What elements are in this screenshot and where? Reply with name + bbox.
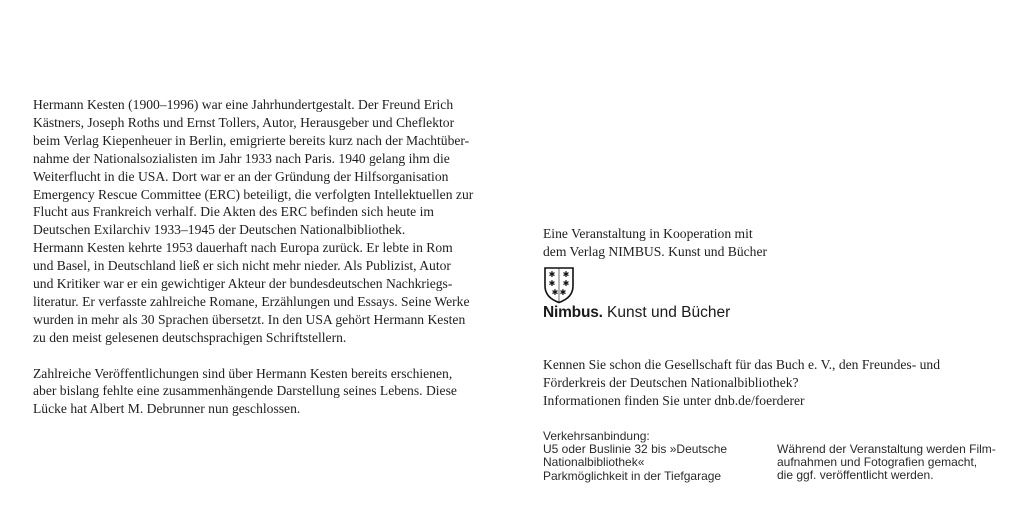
- bio-line: Flucht aus Frankreich verhalf. Die Akten des ERC befinden sich heute im: [33, 204, 434, 220]
- bio-line: aber bislang fehlte eine zusammenhängende Darstellung seines Lebens. Diese: [33, 383, 457, 399]
- bio-line: literatur. Er verfasste zahlreiche Romane, Erzählungen und Essays. Seine Werke: [33, 293, 470, 309]
- nimbus-name-bold: Nimbus.: [543, 304, 603, 321]
- nimbus-logo: [543, 266, 803, 326]
- bio-line: Lücke hat Albert M. Debrunner nun geschlossen.: [33, 401, 301, 417]
- bio-paragraph-1: [33, 96, 493, 347]
- cooperation-line: dem Verlag NIMBUS. Kunst und Bücher: [543, 243, 768, 259]
- transport-line: U5 oder Buslinie 32 bis »Deutsche: [543, 442, 728, 457]
- bio-line: Hermann Kesten (1900–1996) war eine Jahrhundertgestalt. Der Freund Erich: [33, 97, 454, 112]
- svg-text:✱: ✱: [559, 288, 567, 297]
- svg-text:✱: ✱: [551, 288, 559, 297]
- cooperation-line: Eine Veranstaltung in Kooperation mit: [543, 226, 753, 241]
- bio-line: Deutschen Exilarchiv 1933–1945 der Deutschen Nationalbibliothek.: [33, 222, 406, 238]
- bio-line: Hermann Kesten kehrte 1953 dauerhaft nach Europa zurück. Er lebte in Rom: [33, 240, 453, 256]
- transport-heading: Verkehrsanbindung:: [543, 429, 650, 443]
- paragraph-gap: [33, 347, 493, 365]
- bio-line: und Basel, in Deutschland ließ er sich nicht mehr nieder. Als Publizist, Autor: [33, 258, 451, 274]
- film-notice: [777, 443, 996, 483]
- gesellschaft-note: [543, 356, 940, 410]
- nimbus-wordmark: [543, 304, 730, 322]
- bio-line: Emergency Rescue Committee (ERC) beteiligt, die verfolgten Intellektuellen zur: [33, 186, 474, 202]
- film-notice-line: aufnahmen und Fotografien gemacht,: [777, 455, 978, 470]
- bio-line: Weiterflucht in die USA. Dort war er an der Gründung der Hilfsorganisation: [33, 168, 449, 184]
- svg-text:✱: ✱: [562, 279, 570, 288]
- svg-text:✱: ✱: [548, 279, 556, 288]
- bio-line: zu den meist gelesenen deutschsprachigen Schriftstellern.: [33, 329, 347, 345]
- transport-line: Parkmöglichkeit in der Tiefgarage: [543, 468, 722, 483]
- bio-line: Kästners, Joseph Roths und Ernst Tollers, Autor, Herausgeber und Cheflektor: [33, 114, 455, 130]
- bio-paragraph-2: [33, 365, 493, 419]
- gesellschaft-line: Förderkreis der Deutschen Nationalbibliothek?: [543, 374, 799, 390]
- bio-line: Zahlreiche Veröffentlichungen sind über Hermann Kesten bereits erschienen,: [33, 365, 453, 381]
- svg-text:✱: ✱: [562, 270, 570, 279]
- gesellschaft-link-line: Informationen finden Sie unter dnb.de/foerderer: [543, 392, 805, 408]
- bio-line: nahme der Nationalsozialisten im Jahr 1933 nach Paris. 1940 gelang ihm die: [33, 150, 450, 166]
- film-notice-line: Während der Veranstaltung werden Film-: [777, 442, 996, 456]
- bio-line: und Kritiker war er ein gewichtiger Akteur der bundesdeutschen Nachkriegs-: [33, 276, 453, 292]
- svg-text:✱: ✱: [548, 270, 556, 279]
- shield-crest-icon: [543, 266, 575, 304]
- bio-line: beim Verlag Kiepenheuer in Berlin, emigrierte bereits kurz nach der Machtüber-: [33, 132, 470, 148]
- bio-line: wurden in mehr als 30 Sprachen übersetzt. In den USA gehört Hermann Kesten: [33, 311, 466, 327]
- gesellschaft-line: Kennen Sie schon die Gesellschaft für das Buch e. V., den Freundes- und: [543, 357, 941, 372]
- transport-info: [543, 430, 727, 483]
- biography-text: [33, 96, 493, 418]
- cooperation-note: [543, 225, 767, 261]
- film-notice-line: die ggf. veröffentlicht werden.: [777, 468, 934, 483]
- nimbus-name-rest: Kunst und Bücher: [602, 304, 731, 321]
- transport-line: Nationalbibliothek«: [543, 455, 645, 470]
